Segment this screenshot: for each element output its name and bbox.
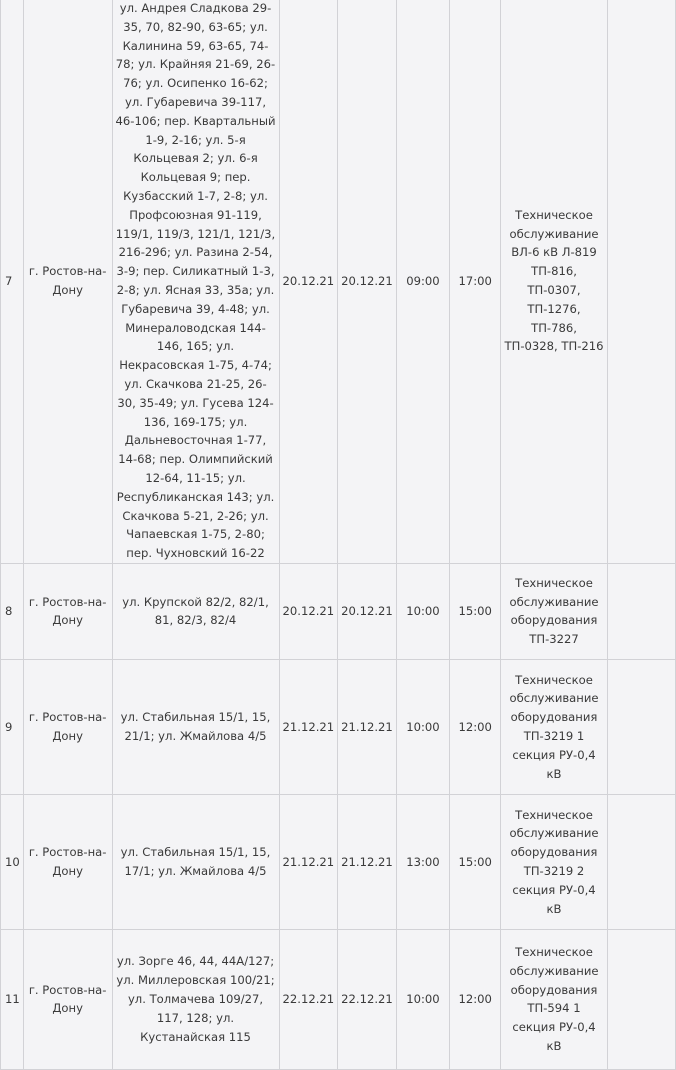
address-cell: ул. Крупской 82/2, 82/1, 81, 82/3, 82/4 (112, 563, 279, 659)
date-end-cell: 21.12.21 (338, 794, 397, 929)
table-row (1, 659, 676, 794)
note-cell (607, 929, 675, 1069)
date-end-cell: 21.12.21 (338, 659, 397, 794)
reason-cell: Техническое обслуживание оборудования ТП-594 1 секция РУ-0,4 кВ (501, 929, 607, 1069)
time-end-cell: 12:00 (450, 929, 501, 1069)
reason-cell: Техническое обслуживание оборудования ТП-3219 1 секция РУ-0,4 кВ (501, 659, 607, 794)
table-row (1, 0, 676, 563)
time-start-cell: 10:00 (396, 929, 449, 1069)
time-end-cell: 17:00 (450, 0, 501, 563)
row-number: 11 (1, 929, 24, 1069)
date-start-cell: 22.12.21 (279, 929, 338, 1069)
city-cell: г. Ростов-на-Дону (23, 794, 112, 929)
reason-cell: Техническое обслуживание ВЛ-6 кВ Л-819 ТП-816, ТП-0307, ТП-1276, ТП-786, ТП-0328, ТП-216 (501, 0, 607, 563)
address-cell: ул. Зорге 46, 44, 44А/127; ул. Миллеровская 100/21; ул. Толмачева 109/27, 117, 128; ул. Кустанайская 115 (112, 929, 279, 1069)
city-cell: г. Ростов-на-Дону (23, 0, 112, 563)
time-end-cell: 15:00 (450, 563, 501, 659)
time-start-cell: 09:00 (396, 0, 449, 563)
date-end-cell: 22.12.21 (338, 929, 397, 1069)
date-start-cell: 20.12.21 (279, 563, 338, 659)
time-start-cell: 10:00 (396, 563, 449, 659)
city-cell: г. Ростов-на-Дону (23, 563, 112, 659)
table-body (1, 0, 676, 1069)
table-row (1, 563, 676, 659)
date-start-cell: 20.12.21 (279, 0, 338, 563)
table-row (1, 929, 676, 1069)
row-number: 10 (1, 794, 24, 929)
table-row (1, 794, 676, 929)
row-number: 9 (1, 659, 24, 794)
address-cell: ул. Андрея Сладкова 29-35, 70, 82-90, 63-65; ул. Калинина 59, 63-65, 74-78; ул. Крайняя 21-69, 26-76; ул. Осипенко 16-62; ул. Губаревича 39-117, 46-106; пер. Квартальный 1-9, 2-16; ул. 5-я Кольцевая 2; ул. 6-я Кольцевая 9; пер. Кузбасский 1-7, 2-8; ул. Профсоюзная 91-119, 119/1, 119/3, 121/1, 121/3, 216-296; ул. Разина 2-54, 3-9; пер. Силикатный 1-3, 2-8; ул. Ясная 33, 35а; ул. Губаревича 39, 4-48; ул. Минераловодская 144-146, 165; ул. Некрасовская 1-75, 4-74; ул. Скачкова 21-25, 26-30, 35-49; ул. Гусева 124-136, 169-175; ул. Дальневосточная 1-77, 14-68; пер. Олимпийский 12-64, 11-15; ул. Республиканская 143; ул. Скачкова 5-21, 2-26; ул. Чапаевская 1-75, 2-80; пер. Чухновский 16-22 (112, 0, 279, 563)
row-number: 7 (1, 0, 24, 563)
address-cell: ул. Стабильная 15/1, 15, 17/1; ул. Жмайлова 4/5 (112, 794, 279, 929)
reason-cell: Техническое обслуживание оборудования ТП-3227 (501, 563, 607, 659)
date-end-cell: 20.12.21 (338, 0, 397, 563)
time-start-cell: 13:00 (396, 794, 449, 929)
city-cell: г. Ростов-на-Дону (23, 659, 112, 794)
time-start-cell: 10:00 (396, 659, 449, 794)
time-end-cell: 12:00 (450, 659, 501, 794)
city-cell: г. Ростов-на-Дону (23, 929, 112, 1069)
row-number: 8 (1, 563, 24, 659)
time-end-cell: 15:00 (450, 794, 501, 929)
address-cell: ул. Стабильная 15/1, 15, 21/1; ул. Жмайлова 4/5 (112, 659, 279, 794)
note-cell (607, 0, 675, 563)
note-cell (607, 563, 675, 659)
date-end-cell: 20.12.21 (338, 563, 397, 659)
reason-cell: Техническое обслуживание оборудования ТП-3219 2 секция РУ-0,4 кВ (501, 794, 607, 929)
date-start-cell: 21.12.21 (279, 794, 338, 929)
note-cell (607, 659, 675, 794)
date-start-cell: 21.12.21 (279, 659, 338, 794)
note-cell (607, 794, 675, 929)
